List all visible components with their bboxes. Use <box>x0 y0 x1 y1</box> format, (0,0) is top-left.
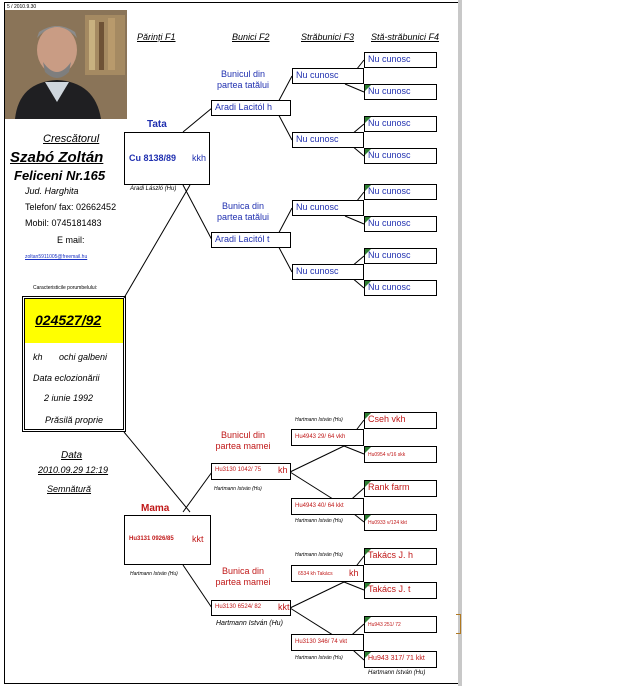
f3-box-5-breeder: Hartmann István (Hu) <box>295 417 343 423</box>
gf-maternal-caption: Bunicul din partea mamei <box>215 430 271 451</box>
mother-label: Mama <box>141 503 170 514</box>
mother-ring: Hu3131 0926/85 <box>129 536 174 542</box>
f4-box-5: Nu cunosc <box>364 184 437 200</box>
f4-box-11: Rank farm <box>364 480 437 497</box>
f3-box-8: Hu3130 346/ 74 vkt <box>291 634 364 651</box>
date-label: Data <box>61 450 83 461</box>
f3-box-1: Nu cunosc <box>292 68 364 84</box>
gf-maternal-ring: Hu3130 1042/ 75 <box>215 467 262 473</box>
f4-box-1: Nu cunosc <box>364 52 437 68</box>
print-code: 5 / 2010.9.30 <box>7 4 37 10</box>
breeder-county: Jud. Harghita <box>25 186 79 196</box>
gm-paternal-box: Aradi Lacitól t <box>211 232 291 248</box>
hatch-date: 2 iunie 1992 <box>44 393 94 403</box>
pigeon-origin: Prăsilă proprie <box>45 415 104 425</box>
breeder-photo <box>5 10 127 119</box>
f4-box-10: Hu0954 v/16 skk <box>364 446 437 463</box>
mother-breeder: Hartmann István (Hu) <box>130 571 178 577</box>
f4-box-3: Nu cunosc <box>364 116 437 132</box>
f4-box-12: Hu0933 v/124 kkt <box>364 514 437 531</box>
gf-maternal-box <box>211 463 291 480</box>
f4-box-15: Hu943 251/ 72 <box>364 616 437 633</box>
breeder-email-link[interactable]: zoltan5911005@freemail.hu <box>25 254 88 260</box>
pigeon-color: kh <box>33 352 43 362</box>
f4-box-13: Takács J. h <box>364 548 437 565</box>
gf-paternal-caption: Bunicul din partea tatălui <box>216 69 270 90</box>
breeder-email-label: E mail: <box>57 235 85 245</box>
f4-box-16-breeder: Hartmann István (Hu) <box>368 670 426 676</box>
gm-maternal-box <box>211 600 291 616</box>
f3-box-8-breeder: Hartmann István (Hu) <box>295 655 343 661</box>
f4-box-7: Nu cunosc <box>364 248 437 264</box>
breeder-title: Crescătorul <box>43 133 100 145</box>
f4-box-4: Nu cunosc <box>364 148 437 164</box>
characteristics-label: Caracteristicile porumbelului: <box>33 285 98 291</box>
gf-paternal-box: Aradi Lacitól h <box>211 100 291 116</box>
f3-box-7-breeder: Hartmann István (Hu) <box>295 552 343 558</box>
father-breeder: Aradi László (Hu) <box>130 186 177 192</box>
gm-maternal-ring: Hu3130 6524/ 82 <box>215 604 262 610</box>
f3-box-7-text: 6534 kh Takács <box>298 571 333 577</box>
gm-maternal-color: kkt <box>278 602 290 612</box>
breeder-name: Szabó Zoltán <box>10 149 104 166</box>
breeder-phone: Telefon/ fax: 02662452 <box>25 202 117 212</box>
gf-maternal-color: kh <box>278 465 288 475</box>
mother-color: kkt <box>192 534 204 544</box>
f3-box-3: Nu cunosc <box>292 200 364 216</box>
f3-box-7 <box>291 565 364 582</box>
f3-box-6: Hu4943 40/ 64 kkt <box>291 498 364 515</box>
pigeon-card <box>22 296 126 432</box>
print-date: 2010.09.29 12:19 <box>38 465 109 475</box>
gm-maternal-breeder: Hartmann István (Hu) <box>216 620 283 627</box>
mother-box <box>124 515 211 565</box>
gm-paternal-caption: Bunica din partea tatălui <box>216 201 270 222</box>
f4-box-9: Cseh vkh <box>364 412 437 429</box>
column-f3-header: Străbunici F3 <box>301 32 355 42</box>
breeder-location: Feliceni Nr.165 <box>14 168 106 183</box>
f3-box-4: Nu cunosc <box>292 264 364 280</box>
f3-box-7-color: kh <box>349 568 359 578</box>
column-f4-header: Stă-străbunici F4 <box>371 32 440 42</box>
f3-box-6-breeder: Hartmann István (Hu) <box>295 518 343 524</box>
gf-maternal-breeder: Hartmann István (Hu) <box>214 486 262 492</box>
breeder-mobile: Mobil: 0745181483 <box>25 218 102 228</box>
f3-box-2: Nu cunosc <box>292 132 364 148</box>
column-f2-header: Bunici F2 <box>232 32 270 42</box>
f4-box-8: Nu cunosc <box>364 280 437 296</box>
column-f1-header: Părinți F1 <box>137 32 176 42</box>
pigeon-eyes: ochi galbeni <box>59 352 108 362</box>
f4-box-6: Nu cunosc <box>364 216 437 232</box>
father-label: Tata <box>147 119 167 130</box>
pigeon-ring: 024527/92 <box>35 312 102 328</box>
f3-box-5: Hu4943 29/ 64 vkh <box>291 429 364 446</box>
father-color: kkh <box>192 153 207 163</box>
f4-box-2: Nu cunosc <box>364 84 437 100</box>
father-box <box>124 132 210 185</box>
f4-box-14: Takács J. t <box>364 582 437 599</box>
father-ring: Cu 8138/89 <box>129 153 177 163</box>
hatch-label: Data eclozionării <box>33 373 100 383</box>
f4-box-16: Hu943 317/ 71 kkt <box>364 651 437 668</box>
gm-maternal-caption: Bunica din partea mamei <box>215 566 271 587</box>
signature-label: Semnătură <box>47 484 92 494</box>
